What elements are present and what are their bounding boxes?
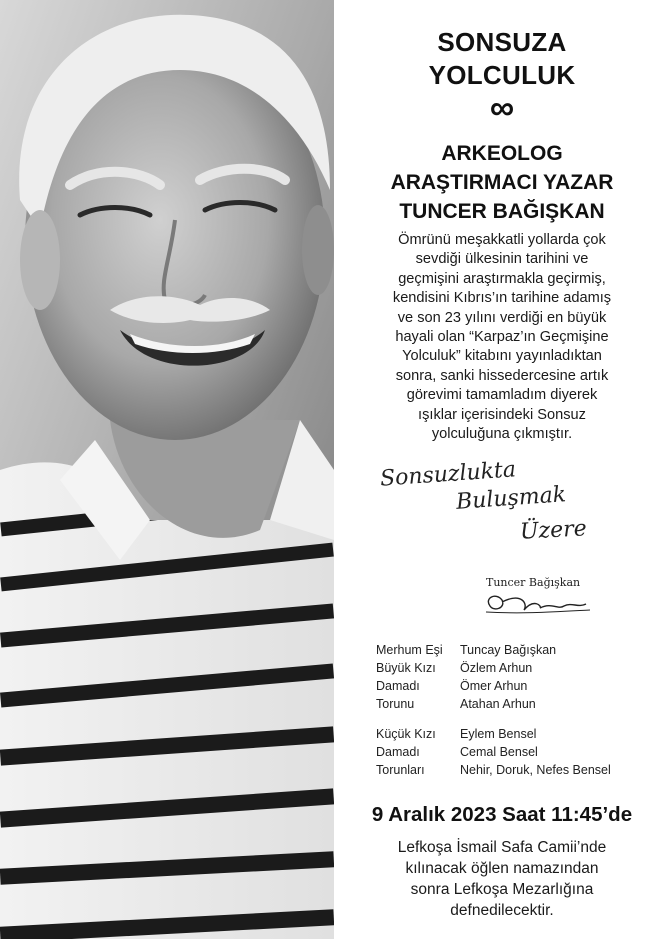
relative-name: Özlem Arhun [460,661,533,675]
ceremony-line: Lefkoşa İsmail Safa Camii’nde [397,839,607,856]
family-row [376,658,666,678]
relation-label: Büyük Kızı [376,661,436,675]
signature-scribble [482,588,594,616]
relation-label: Merhum Eşi [376,643,443,657]
role-researcher-writer: ARAŞTIRMACI YAZAR [390,171,614,194]
ceremony-line: defnedilecektir. [450,902,554,919]
family-row [376,676,666,696]
relative-name: Atahan Arhun [460,697,536,711]
infinity-icon: ∞ [489,89,515,127]
signature-name: Tuncer Bağışkan [486,576,581,589]
relative-name: Eylem Bensel [460,727,537,741]
handwriting-line-1: Sonsuzlukta [379,457,517,492]
relative-name: Ömer Arhun [460,679,528,693]
relative-name: Nehir, Doruk, Nefes Bensel [460,763,611,777]
relation-label: Damadı [376,679,420,693]
deceased-name: TUNCER BAĞIŞKAN [399,200,605,223]
tribute-line: Ömrünü meşakkatli yollarda çok [398,232,606,248]
tribute-line: hayali olan “Karpaz’ın Geçmişine [395,329,609,346]
relation-label: Damadı [376,745,420,759]
handwriting-line-3: Üzere [519,516,588,545]
ceremony-line: sonra Lefkoşa Mezarlığına [410,881,594,898]
family-row [376,742,666,762]
relative-name: Tuncay Bağışkan [460,643,557,657]
family-group-1 [376,640,666,724]
tribute-text [334,231,670,444]
relative-name: Cemal Bensel [460,745,538,759]
family-row [376,694,666,714]
family-row [376,724,666,744]
tribute-line: kendisini Kıbrıs’ın tarihine adamış [392,290,612,307]
tribute-line: görevimi tamamladım diyerek [406,387,598,404]
relation-label: Küçük Kızı [376,727,436,741]
family-group-2 [376,724,666,790]
family-row [376,640,666,660]
ceremony-datetime: 9 Aralık 2023 Saat 11:45’de [371,803,633,826]
tribute-line: geçmişini araştırmakla geçirmiş, [398,270,606,287]
family-row [376,760,666,780]
tribute-line: ışıklar içerisindeki Sonsuz [418,406,586,423]
tribute-line: sevdiği ülkesinin tarihini ve [415,251,589,268]
title-line-1: SONSUZA [437,27,567,57]
tribute-line: ve son 23 yılını verdiği en büyük [397,309,607,326]
ceremony-line: kılınacak öğlen namazından [405,860,599,877]
relation-label: Torunları [376,763,425,777]
handwriting-line-2: Buluşmak [455,482,567,515]
tribute-line: Yolculuk” kitabını yayınladıktan [402,348,602,365]
tribute-line: sonra, sanki hissedercesine artık [395,367,609,384]
tribute-line: yolculuğuna çıkmıştır. [431,426,573,443]
ceremony-details [334,837,670,921]
relation-label: Torunu [376,697,415,711]
title-line-2: YOLCULUK [428,60,576,90]
obituary-panel [334,0,670,939]
role-archaeologist: ARKEOLOG [441,142,563,165]
portrait-photo [0,0,334,939]
portrait-illustration [0,0,334,939]
